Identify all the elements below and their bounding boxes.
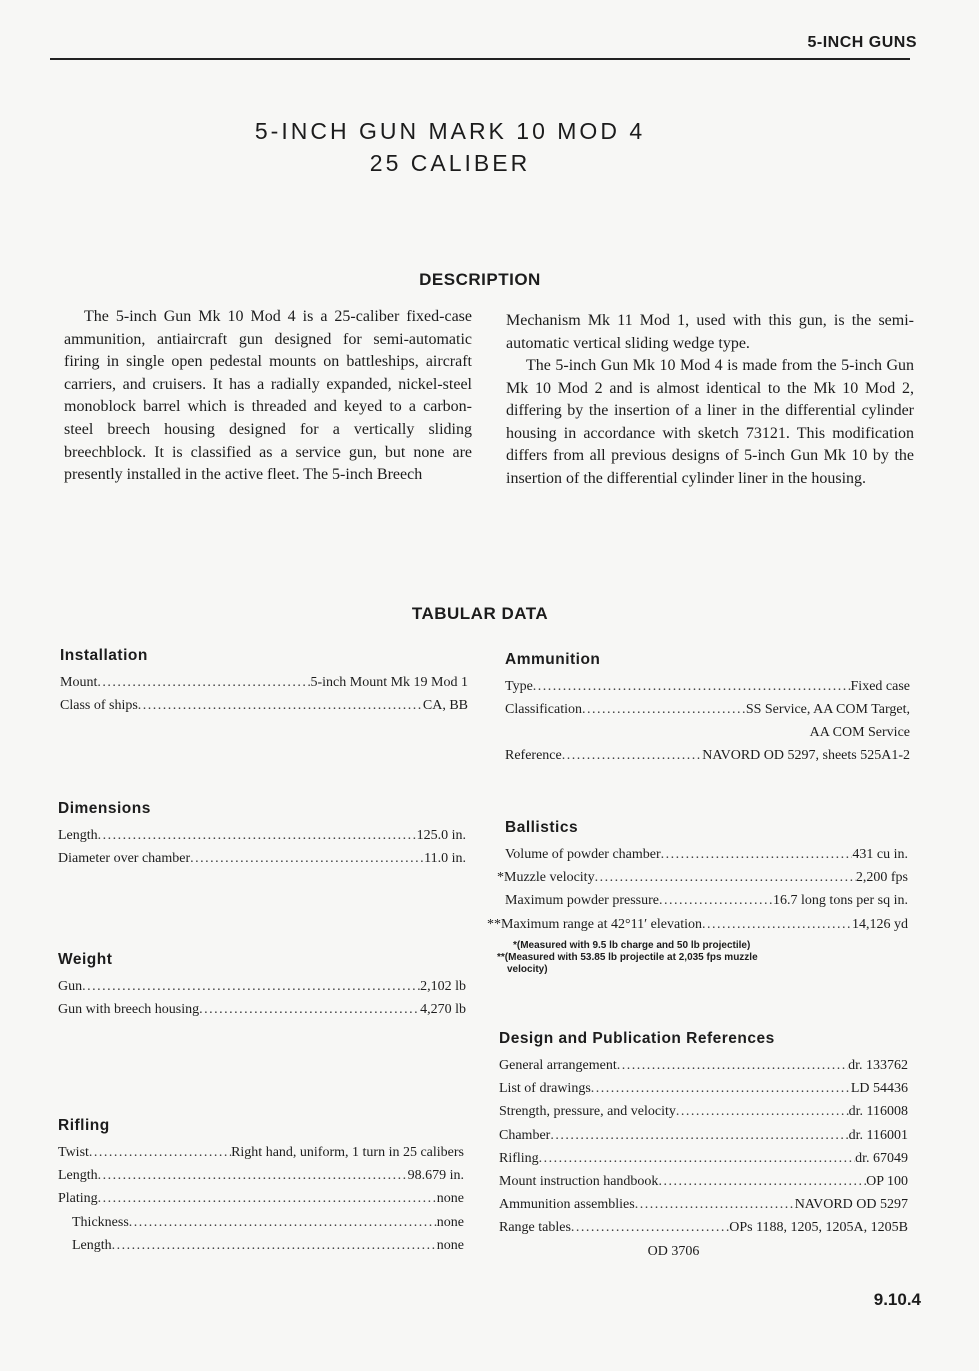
spec-label: Volume of powder chamber [505, 847, 661, 862]
spec-label: Twist [58, 1145, 89, 1160]
classification-continuation: AA COM Service [809, 725, 910, 741]
leader-dots [82, 979, 420, 995]
spec-row [58, 979, 466, 1002]
leader-dots [582, 702, 746, 718]
spec-row [58, 1191, 464, 1214]
references-section [499, 1030, 908, 1267]
spec-row [505, 702, 910, 725]
leader-dots [190, 851, 424, 867]
spec-row [499, 1220, 908, 1243]
spec-value: OP 100 [866, 1173, 908, 1189]
spec-row [58, 1238, 464, 1261]
spec-label: Mount [60, 675, 98, 690]
ammunition-section [505, 651, 910, 772]
ballistics-footnote-2-line-2: velocity) [507, 963, 548, 975]
spec-value: Fixed case [850, 679, 910, 694]
leader-dots [199, 1002, 420, 1018]
range-tables-continuation: OD 3706 [647, 1243, 700, 1259]
spec-value: 5-inch Mount Mk 19 Mod 1 [310, 675, 468, 690]
spec-value: none [436, 1237, 464, 1253]
spec-row [58, 1215, 464, 1238]
dimensions-heading: Dimensions [58, 800, 151, 817]
leader-dots [97, 675, 310, 691]
spec-value: 4,270 lb [420, 1002, 466, 1018]
spec-label: Class of ships [60, 698, 138, 714]
spec-label: Rifling [499, 1150, 539, 1166]
spec-row [60, 675, 468, 698]
spec-value: dr. 116001 [848, 1127, 908, 1143]
spec-label: Strength, pressure, and velocity [499, 1104, 676, 1120]
spec-value: Right hand, uniform, 1 turn in 25 calibers [231, 1145, 464, 1160]
ballistics-footnote-2 [497, 952, 908, 976]
tabular-data-heading: TABULAR DATA [411, 604, 549, 623]
spec-label: Range tables [499, 1220, 571, 1236]
ammunition-heading: Ammunition [505, 651, 601, 668]
leader-dots [539, 1151, 855, 1167]
spec-value: OPs 1188, 1205, 1205A, 1205B [729, 1220, 908, 1236]
installation-section [60, 647, 468, 721]
spec-value: none [436, 1214, 464, 1230]
spec-label: Length [58, 1168, 98, 1184]
leader-dots [98, 1168, 408, 1184]
leader-dots [138, 698, 423, 714]
leader-dots [89, 1145, 231, 1161]
spec-row [58, 828, 466, 851]
leader-dots [659, 893, 773, 909]
spec-value: none [436, 1191, 464, 1207]
spec-label: Mount instruction handbook [499, 1173, 659, 1189]
leader-dots [661, 847, 853, 863]
spec-row [505, 893, 908, 916]
rifling-section [58, 1117, 464, 1261]
spec-row [499, 1081, 908, 1104]
spec-label: Diameter over chamber [58, 851, 191, 867]
spec-label: Plating [58, 1191, 98, 1207]
ballistics-footnote-1: *(Measured with 9.5 lb charge and 50 lb projectile) [513, 939, 751, 951]
spec-label: **Maximum range at 42°11′ elevation [487, 916, 702, 932]
spec-value: 98.679 in. [407, 1168, 464, 1184]
spec-row [499, 1058, 908, 1081]
spec-row [58, 1168, 464, 1191]
spec-label: Classification [505, 702, 582, 718]
spec-row [497, 870, 908, 893]
spec-value: 2,102 lb [420, 979, 466, 994]
spec-label: General arrangement [499, 1058, 617, 1073]
leader-dots [533, 679, 851, 695]
leader-dots [702, 917, 852, 933]
spec-value: 11.0 in. [424, 851, 466, 867]
ballistics-heading: Ballistics [505, 819, 579, 836]
spec-label: Chamber [499, 1127, 551, 1143]
rifling-heading: Rifling [58, 1117, 110, 1134]
spec-value: 16.7 long tons per sq in. [773, 893, 908, 909]
page-title-line-1: 5-INCH GUN MARK 10 MOD 4 [254, 118, 646, 144]
spec-row [58, 851, 466, 874]
spec-value: 14,126 yd [852, 916, 908, 932]
spec-row [487, 917, 908, 940]
spec-row [505, 679, 910, 702]
spec-value: 431 cu in. [852, 847, 908, 862]
description-heading: DESCRIPTION [419, 270, 541, 289]
spec-label: Gun with breech housing [58, 1002, 200, 1018]
description-right-paragraph-b: The 5-inch Gun Mk 10 Mod 4 is made from the 5-inch Gun Mk 10 Mod 2 and is almost identical to the Mk 10 Mod 2, differing by the insertion of a liner in the differential cylinder housing in accordance with sketch 73121. This modification differs from all previous designs of 5-inch Gun Mk 10 by the insertion of the differential cylinder liner in the housing. [506, 357, 914, 487]
spec-row [60, 698, 468, 721]
spec-row [58, 1145, 464, 1168]
spec-row [499, 1128, 908, 1151]
spec-value: SS Service, AA COM Target, [745, 702, 910, 718]
running-head: 5-INCH GUNS [807, 34, 917, 51]
spec-value: 2,200 fps [855, 870, 908, 886]
spec-row [499, 1104, 908, 1127]
leader-dots [658, 1174, 866, 1190]
spec-value: CA, BB [422, 698, 468, 714]
spec-label: Length [72, 1237, 112, 1253]
spec-value: NAVORD OD 5297, sheets 525A1-2 [702, 748, 910, 764]
spec-row [58, 1002, 466, 1025]
spec-value: dr. 67049 [855, 1150, 908, 1166]
leader-dots [98, 828, 417, 844]
spec-value: dr. 116008 [848, 1104, 908, 1120]
spec-row [505, 748, 910, 771]
leader-dots [635, 1197, 795, 1213]
spec-row [499, 1174, 908, 1197]
leader-dots [591, 1081, 851, 1097]
header-rule [50, 58, 910, 60]
spec-label: Reference [505, 748, 562, 764]
weight-heading: Weight [58, 951, 113, 968]
ballistics-footnote-2-line-1: **(Measured with 53.85 lb projectile at 2,035 fps muzzle [497, 951, 758, 963]
leader-dots [617, 1058, 848, 1074]
leader-dots [571, 1220, 729, 1236]
spec-row [499, 1151, 908, 1174]
spec-value: dr. 133762 [848, 1058, 908, 1073]
leader-dots [98, 1191, 437, 1207]
spec-label: Thickness [72, 1214, 129, 1230]
spec-label: *Muzzle velocity [497, 870, 595, 886]
spec-label: Ammunition assemblies [499, 1197, 635, 1213]
dimensions-section [58, 800, 466, 874]
spec-value: LD 54436 [850, 1081, 908, 1097]
spec-value: NAVORD OD 5297 [794, 1197, 908, 1213]
references-heading: Design and Publication References [499, 1030, 775, 1047]
spec-label: Maximum powder pressure [505, 893, 659, 909]
spec-label: Gun [58, 979, 83, 994]
spec-row [499, 1197, 908, 1220]
leader-dots [676, 1104, 849, 1120]
leader-dots [562, 748, 702, 764]
spec-label: List of drawings [499, 1081, 591, 1097]
installation-heading: Installation [60, 647, 148, 664]
spec-label: Length [58, 828, 98, 843]
weight-section [58, 951, 466, 1025]
page-number: 9.10.4 [873, 1290, 921, 1309]
spec-row [505, 847, 908, 870]
leader-dots [112, 1238, 437, 1254]
spec-label: Type [505, 679, 533, 694]
ballistics-section [487, 819, 908, 976]
leader-dots [550, 1128, 848, 1144]
leader-dots [595, 870, 856, 886]
description-left-paragraph: The 5-inch Gun Mk 10 Mod 4 is a 25-caliber fixed-case ammunition, antiaircraft gun designed for semi-automatic firing in single open pedestal mounts on battleships, aircraft carriers, and cruisers. It has a radially expanded, nickel-steel monoblock barrel which is threaded and keyed to a carbon-steel breech housing designed for a vertically sliding breechblock. It is classified as a service gun, but none are presently installed in the active fleet. The 5-inch Breech [64, 308, 472, 484]
spec-value: 125.0 in. [416, 828, 466, 843]
description-right-paragraph-a: Mechanism Mk 11 Mod 1, used with this gun, is the semi-automatic vertical sliding wedge type. [506, 312, 914, 352]
page-title-line-2: 25 CALIBER [369, 150, 531, 176]
leader-dots [129, 1215, 437, 1231]
